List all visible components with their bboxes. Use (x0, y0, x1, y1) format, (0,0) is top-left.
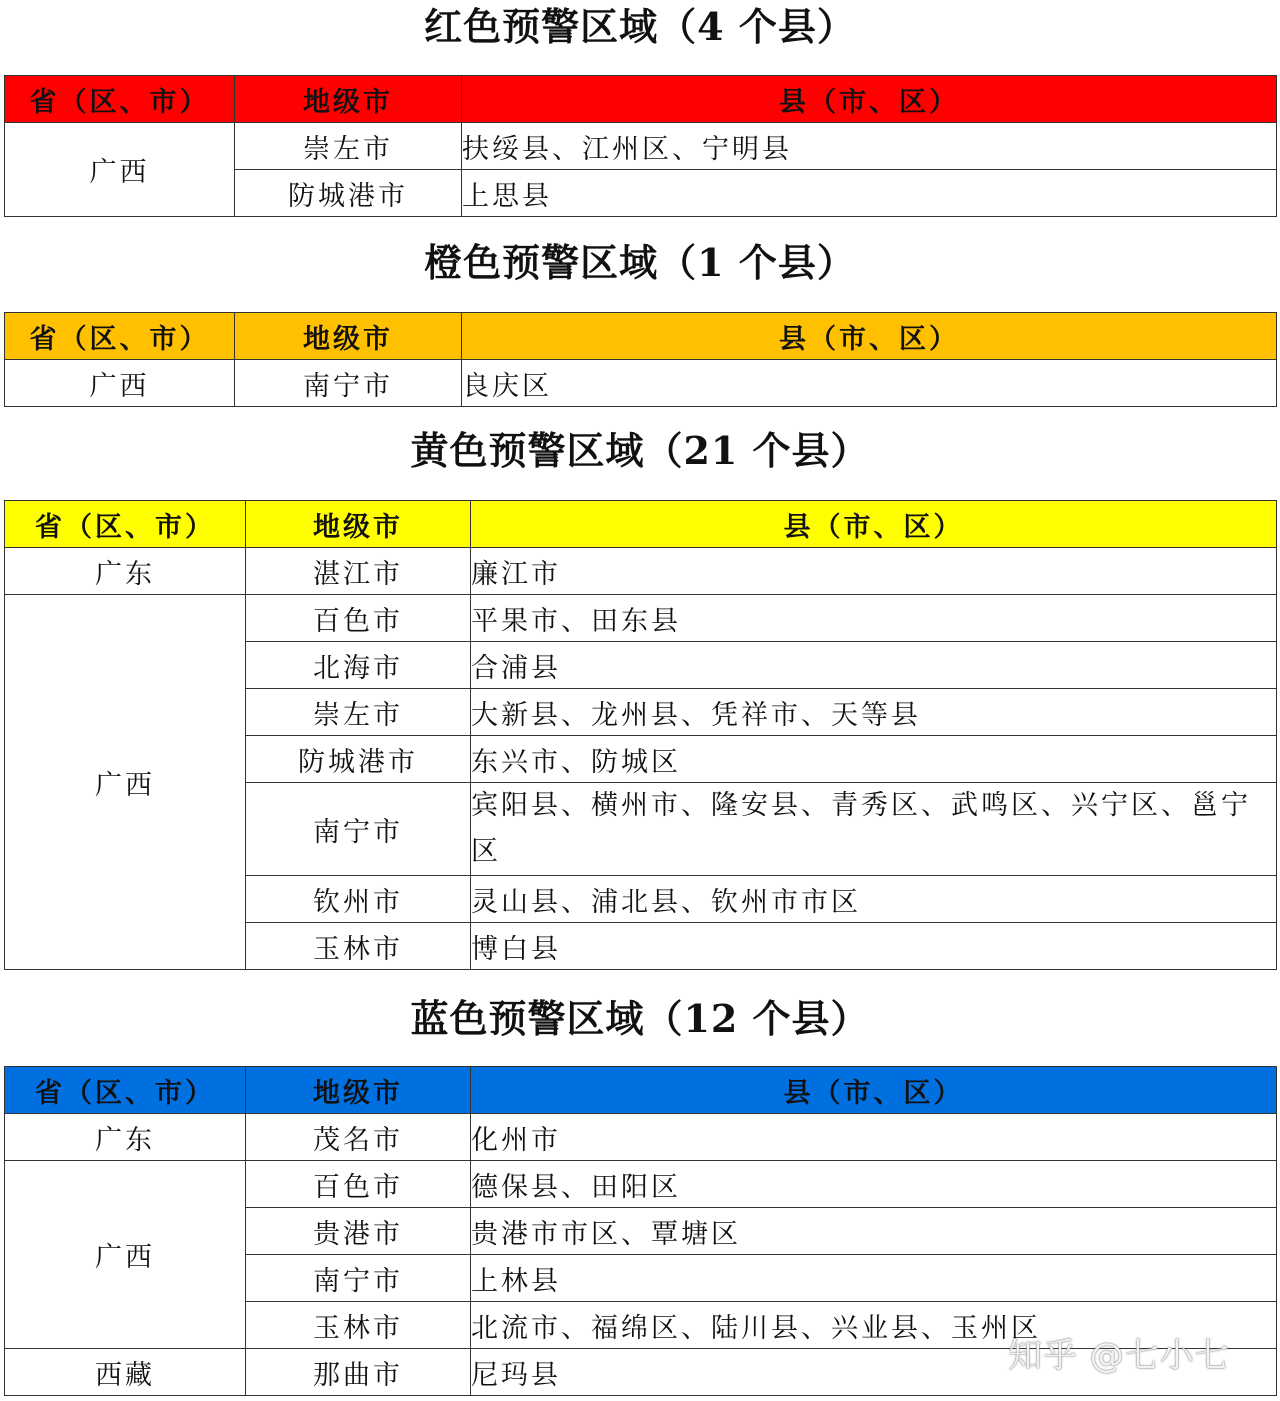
city-cell: 湛江市 (246, 548, 471, 595)
header-county: 县（市、区） (471, 1067, 1277, 1114)
city-cell: 北海市 (246, 642, 471, 689)
header-city: 地级市 (246, 1067, 471, 1114)
province-cell: 西藏 (5, 1349, 246, 1396)
county-cell: 北流市、福绵区、陆川县、兴业县、玉州区 (471, 1302, 1277, 1349)
city-cell: 南宁市 (246, 783, 471, 876)
red-warning-table (4, 75, 1277, 217)
province-cell: 广东 (5, 548, 246, 595)
county-cell: 尼玛县 (471, 1349, 1277, 1396)
table-header-row (5, 313, 1277, 360)
blue-section-title: 蓝色预警区域（12 个县） (410, 996, 870, 1041)
county-cell: 平果市、田东县 (471, 595, 1277, 642)
county-cell: 廉江市 (471, 548, 1277, 595)
city-cell: 崇左市 (235, 123, 462, 170)
header-county: 县（市、区） (471, 501, 1277, 548)
city-cell: 百色市 (246, 595, 471, 642)
zhihu-watermark: 知乎 @七小七 (1008, 1336, 1230, 1376)
header-province: 省（区、市） (5, 501, 246, 548)
header-county: 县（市、区） (462, 313, 1277, 360)
city-cell: 茂名市 (246, 1114, 471, 1161)
province-cell: 广东 (5, 1114, 246, 1161)
county-cell: 灵山县、浦北县、钦州市市区 (471, 876, 1277, 923)
yellow-warning-table (4, 500, 1277, 970)
orange-section-title: 橙色预警区域（1 个县） (424, 240, 856, 285)
table-row (5, 123, 1277, 170)
county-cell: 东兴市、防城区 (471, 736, 1277, 783)
city-cell: 玉林市 (246, 1302, 471, 1349)
city-cell: 防城港市 (235, 170, 462, 217)
county-cell: 大新县、龙州县、凭祥市、天等县 (471, 689, 1277, 736)
header-province: 省（区、市） (5, 76, 235, 123)
header-county: 县（市、区） (462, 76, 1277, 123)
county-cell: 上思县 (462, 170, 1277, 217)
county-cell: 良庆区 (462, 360, 1277, 407)
orange-warning-table (4, 312, 1277, 407)
table-row (5, 595, 1277, 642)
county-cell: 上林县 (471, 1255, 1277, 1302)
county-cell: 博白县 (471, 923, 1277, 970)
table-header-row (5, 501, 1277, 548)
header-province: 省（区、市） (5, 1067, 246, 1114)
city-cell: 南宁市 (246, 1255, 471, 1302)
table-header-row (5, 76, 1277, 123)
header-city: 地级市 (246, 501, 471, 548)
city-cell: 贵港市 (246, 1208, 471, 1255)
county-cell: 化州市 (471, 1114, 1277, 1161)
table-row (5, 1114, 1277, 1161)
header-city: 地级市 (235, 76, 462, 123)
city-cell: 南宁市 (235, 360, 462, 407)
header-city: 地级市 (235, 313, 462, 360)
city-cell: 那曲市 (246, 1349, 471, 1396)
table-row (5, 548, 1277, 595)
province-cell: 广西 (5, 1161, 246, 1349)
table-row (5, 1161, 1277, 1208)
city-cell: 百色市 (246, 1161, 471, 1208)
city-cell: 钦州市 (246, 876, 471, 923)
city-cell: 玉林市 (246, 923, 471, 970)
table-header-row (5, 1067, 1277, 1114)
county-cell: 宾阳县、横州市、隆安县、青秀区、武鸣区、兴宁区、邕宁区 (471, 783, 1277, 876)
yellow-section-title: 黄色预警区域（21 个县） (410, 428, 870, 473)
red-section-title: 红色预警区域（4 个县） (424, 4, 856, 49)
county-cell: 贵港市市区、覃塘区 (471, 1208, 1277, 1255)
county-cell: 合浦县 (471, 642, 1277, 689)
city-cell: 崇左市 (246, 689, 471, 736)
county-cell: 德保县、田阳区 (471, 1161, 1277, 1208)
county-cell: 扶绥县、江州区、宁明县 (462, 123, 1277, 170)
city-cell: 防城港市 (246, 736, 471, 783)
table-row (5, 360, 1277, 407)
province-cell: 广西 (5, 595, 246, 970)
province-cell: 广西 (5, 123, 235, 217)
header-province: 省（区、市） (5, 313, 235, 360)
province-cell: 广西 (5, 360, 235, 407)
